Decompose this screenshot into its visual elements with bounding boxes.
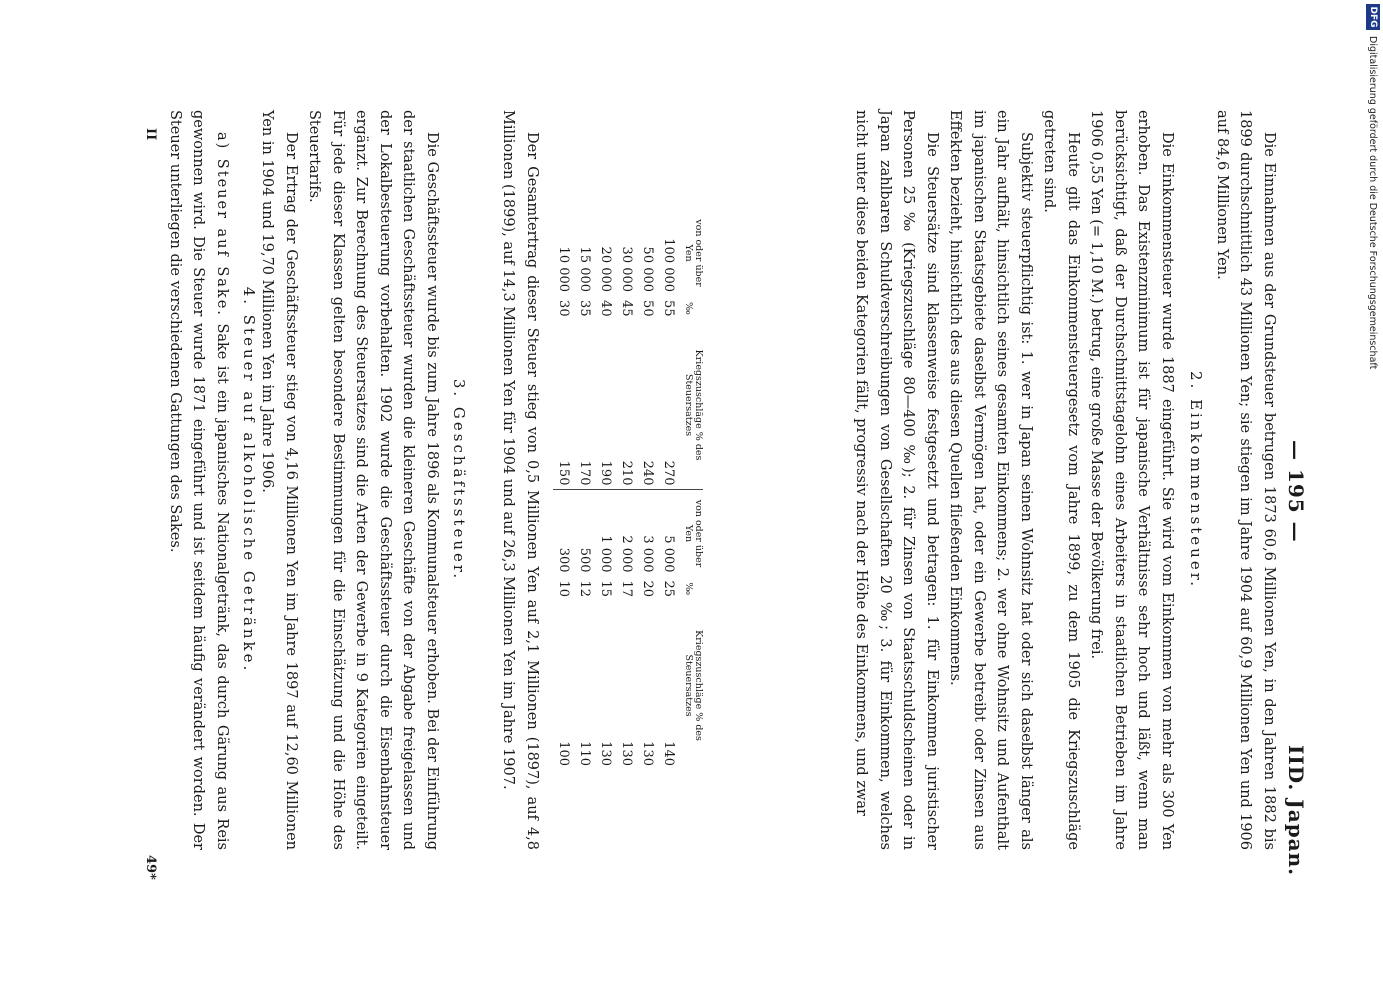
intro-text: Die Einnahmen aus der Grundsteuer betrugen 1873 60,6 Millionen Yen, in den Jahren 1882 bis 1899 durchschnittlich 43 Millionen Yen; sie stiegen im Jahre 1904 auf 60,9 Millionen Yen und 1906 auf 84,6 Millionen Yen. — [1214, 110, 1277, 850]
page-number: — 195 — — [1284, 440, 1308, 543]
tax-table-header-row — [679, 210, 703, 770]
tax-table-cell: 150 — [556, 460, 571, 486]
tax-table-cell: 15 000 — [577, 246, 592, 293]
tax-table-cell: 30 — [556, 300, 571, 317]
tax-table-cell: 12 — [577, 580, 592, 598]
einkommensteuer-p2: Heute gilt das Einkommensteuergesetz vom Jahre 1899, zu dem 1905 die Kriegszuschläge getreten sind. — [1041, 110, 1081, 850]
sake-body: Sake ist ein japanisches Nationalgetränk, das durch Gärung aus Reis gewonnen wird. Die Steuer wurde 1871 eingeführt und ist seitdem häufig verändert worden. Der Steuer unterliegen die verschiedenen Gattungen des Sakes. — [167, 110, 230, 851]
geschaeftssteuer-text — [255, 110, 443, 850]
tax-table-cell: 170 — [577, 460, 592, 486]
tax-table-cell: 2 000 — [616, 490, 637, 577]
tax-table-cell: 1 000 — [595, 490, 616, 577]
einkommensteuer-p4: Die Steuersätze sind klassenweise festgesetzt und betragen: 1. für Einkommen juristischer Personen 25 ‰ (Kriegszuschläge 80—400 ‰); 2. für Zinsen von Staatsschuldscheinen oder in Japan zahlbaren Schuldverschreibungen von Gesellschaften 20 ‰; 3. für Einkommen, welches nicht unter diese beiden Kategorien fällt, progressiv nach der Höhe des Einkommens, und zwar — [853, 110, 940, 850]
col-header-permille: ‰ — [683, 301, 694, 315]
tax-table-row — [637, 210, 658, 770]
tax-rate-table — [553, 210, 703, 770]
einkommensteuer-p5: Der Gesamtertrag dieser Steuer stieg von 0,5 Millionen Yen auf 2,1 Millionen (1897), auf 4,8 Millionen (1899), auf 14,3 Millionen Yen für 1904 und auf 26,3 Millionen Yen im Jahre 1907. — [500, 110, 540, 850]
tax-table-cell: 10 000 — [556, 246, 571, 293]
tax-table-cell: 40 — [598, 300, 613, 317]
heading-geschaeftssteuer: 3. Geschäftssteuer. — [450, 378, 468, 582]
tax-table-cell: 15 — [598, 580, 613, 598]
heading-alkohol: 4. Steuer auf alkoholische Getränke. — [240, 286, 258, 674]
tax-table-cell: 50 000 — [640, 246, 655, 293]
tax-table-cell: 35 — [577, 300, 592, 317]
col-header-yen: von oder über Yen — [683, 219, 704, 287]
tax-table-cell: 100 — [556, 741, 571, 766]
tax-table-cell: 190 — [598, 460, 613, 486]
signature-right: 49* — [143, 855, 158, 880]
tax-table-cell: 130 — [598, 741, 613, 766]
sake-lead: a) Steuer auf Sake. — [214, 132, 230, 317]
tax-table-cell: 20 — [640, 580, 655, 598]
tax-table-cell: 300 — [553, 490, 574, 577]
tax-table-cell: 130 — [640, 741, 655, 766]
geschaeftssteuer-p2: Der Ertrag der Geschäftssteuer stieg von 4,16 Millionen Yen im Jahre 1897 auf 12,60 Millionen Yen in 1904 und 19,70 Millionen Yen im Jahre 1906. — [259, 110, 299, 850]
einkommensteuer-p3: Subjektiv steuerpflichtig ist: 1. wer in Japan seinen Wohnsitz hat oder sich daselbst länger als ein Jahr aufhält, hinsichtlich seines gesamten Einkommens; 2. wer ohne Wohnsitz und Aufenthalt im japanischen Staatsgebiete daselbst Vermögen hat, oder ein Gewerbe betreibt oder Zinsen aus Effekten bezieht, hinsichtlich des aus diesen Quellen fließenden Einkommens. — [947, 110, 1034, 850]
dfg-logo: DFG — [1366, 4, 1380, 30]
tax-table-cell: 30 000 — [619, 246, 634, 293]
section-header: IID. Japan. — [1284, 745, 1308, 877]
tax-table-cell: 17 — [619, 580, 634, 598]
col-header-yen-2: von oder über Yen — [679, 490, 703, 577]
tax-table-row — [595, 210, 616, 770]
tax-table-row — [616, 210, 637, 770]
geschaeftssteuer-p1: Die Geschäftssteuer wurde bis zum Jahre 1896 als Kommunalsteuer erhoben. Bei der Einführung der staatlichen Geschäftssteuer wurden die kleineren Geschäfte von der Abgabe freigelassen und der Lokalbesteuerung vorbehalten. 1902 wurde die Geschäftssteuer durch die Eisenbahnsteuer ergänzt. Zur Berechnung des Steuersatzes sind die Arten der Gewerbe in 9 Kategorien eingeteilt. Für jede dieser Klassen gelten besondere Bestimmungen für die Einschätzung und die Höhe des Steuertarifs. — [306, 110, 440, 850]
col-header-permille-2: ‰ — [683, 582, 694, 596]
signature-left: II — [143, 128, 158, 141]
tax-table-cell: 45 — [619, 300, 634, 317]
tax-table-cell: 20 000 — [598, 246, 613, 293]
einkommensteuer-p1: Die Einkommensteuer wurde 1887 eingeführt. Sie wird vom Einkommen von mehr als 300 Yen erhoben. Das Existenzminimum ist für japanische Verhältnisse sehr hoch und läßt, wenn man berücksichtigt, daß der Durchschnittstagelohn eines Arbeiters in staatlichen Betrieben im Jahre 1906 0,55 Yen (= 1,10 M.) betrug, eine große Masse der Bevölkerung frei. — [1088, 110, 1175, 850]
tax-table-cell: 270 — [661, 460, 676, 486]
tax-table-cell: 210 — [619, 460, 634, 486]
tax-table-cell: 50 — [640, 300, 655, 317]
tax-table-cell: 140 — [661, 741, 676, 766]
tax-table-cell: 100 000 — [661, 238, 676, 293]
tax-table-cell: 55 — [661, 300, 676, 317]
dfg-credit-text: Digitalisierung gefördert durch die Deutsche Forschungsgemeinschaft — [1367, 36, 1379, 370]
tax-table-cell: 3 000 — [637, 490, 658, 577]
tax-table-cell: 110 — [577, 741, 592, 766]
tax-table-cell: 25 — [661, 580, 676, 598]
tax-table-row — [658, 210, 679, 770]
col-header-war-surcharge-2: Kriegszuschläge % des Steuersatzes — [683, 630, 704, 741]
tax-table-row — [553, 210, 574, 770]
tax-table-row — [574, 210, 595, 770]
tax-table-cell: 10 — [556, 580, 571, 598]
tax-table-cell: 130 — [619, 741, 634, 766]
sake-paragraph — [163, 110, 234, 850]
tax-table-cell: 5 000 — [658, 490, 679, 577]
heading-einkommensteuer: 2. Einkommensteuer. — [1187, 370, 1205, 590]
tax-table-cell: 240 — [640, 460, 655, 486]
col-header-war-surcharge: Kriegszuschläge % des Steuersatzes — [683, 349, 704, 461]
intro-paragraph — [1210, 110, 1281, 850]
einkommensteuer-text — [849, 110, 1178, 850]
sake-text — [163, 110, 234, 850]
dfg-sidebar — [1363, 0, 1383, 1000]
gesamtertrag-text — [496, 110, 543, 850]
tax-table-cell: 500 — [574, 490, 595, 577]
